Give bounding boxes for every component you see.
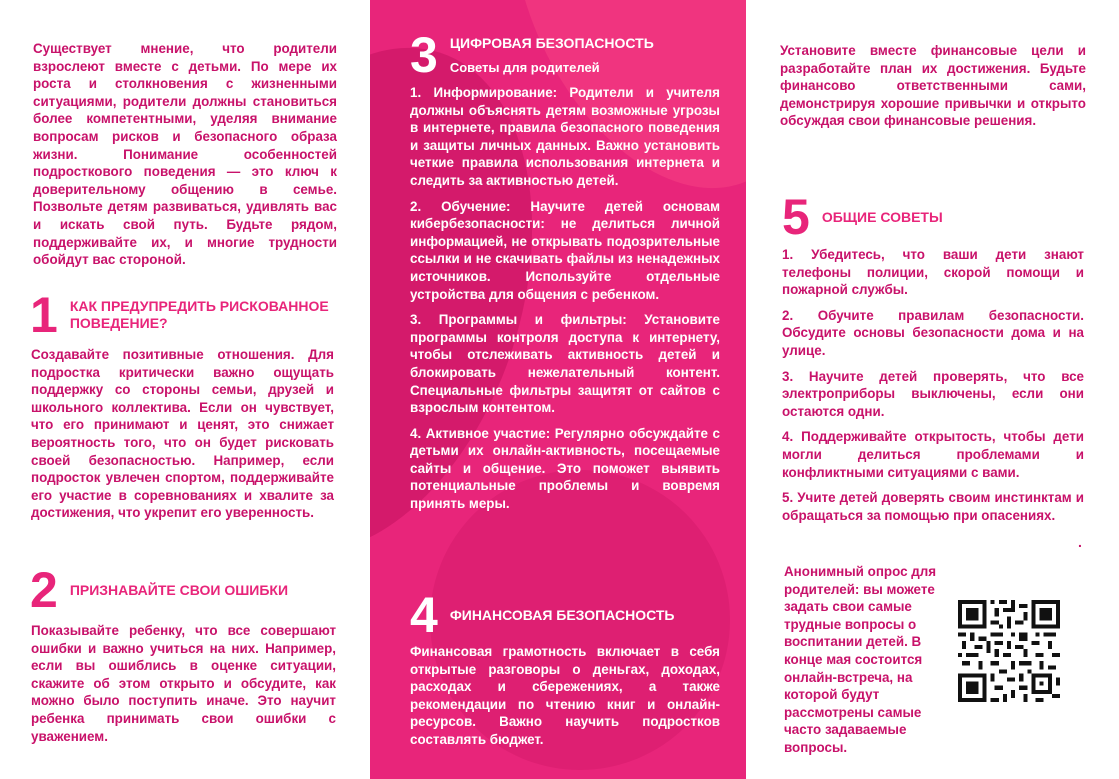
section-5-number: 5 bbox=[782, 189, 810, 245]
list-item: 3. Научите детей проверять, что все электроприборы выключены, если они остаются одни. bbox=[782, 368, 1084, 419]
section-3-title: ЦИФРОВАЯ БЕЗОПАСНОСТЬ bbox=[449, 35, 654, 51]
section-1-body: Создавайте позитивные отношения. Для подростка критически важно ощущать поддержку со стороны семьи, друзей и школьного коллектива. Если он чувствует, что его принимают и ценят, это снижает вероятность того, что он будет рисковать своей безопасностью. Например, если подросток увлечен спортом, поддерживайте его участие в соревнованиях и хвалите за достижения, что укрепит его уверенность. bbox=[31, 347, 334, 521]
section-3-subtitle: Советы для родителей bbox=[449, 60, 600, 75]
list-item: 1. Убедитесь, что ваши дети знают телефоны полиции, скорой помощи и пожарной службы. bbox=[782, 247, 1084, 298]
list-item: 3. Программы и фильтры: Установите программы контроля доступа к интернету, чтобы отслеживать активность детей и блокировать нежелательный контент. Специальные фильтры защитят от сайтов с взрослым контентом. bbox=[410, 312, 720, 416]
section-1-number: 1 bbox=[30, 287, 58, 343]
section-5-body bbox=[782, 246, 1084, 532]
list-item: 1. Информирование: Родители и учителя должны объяснять детям возможные угрозы в интернете, правила безопасного поведения и защиты личных данных. Важно установить четкие правила использования интернета и следить за активностью детей. bbox=[410, 85, 720, 188]
left-panel bbox=[0, 0, 370, 779]
section-3-body bbox=[410, 84, 720, 521]
section-4-heading bbox=[410, 587, 675, 643]
section-2-heading bbox=[30, 562, 289, 618]
section-2-body: Показывайте ребенку, что все совершают ошибки и важно учиться на них. Например, если вы ошиблись в оценке ситуации, скажите об этом открыто и обсудите, как можно было поступить иначе. Это научит ребенка принимать свои ошибки с уважением. bbox=[31, 623, 336, 744]
list-item: 2. Обучение: Научите детей основам кибербезопасности: не делиться личной информацией, не открывать подозрительные ссылки и не скачивать файлы из ненадежных источников. Используйте отдельные устройства для общения с ребенком. bbox=[410, 198, 720, 302]
section-2-title: ПРИЗНАВАЙТЕ СВОИ ОШИБКИ bbox=[69, 581, 289, 598]
section-4-title: ФИНАНСОВАЯ БЕЗОПАСНОСТЬ bbox=[449, 606, 675, 623]
section-5-heading bbox=[782, 189, 943, 245]
section-2-number: 2 bbox=[30, 562, 58, 618]
right-panel bbox=[746, 0, 1119, 779]
list-item: 4. Поддерживайте открытость, чтобы дети могли делиться проблемами и конфликтными ситуациями с вами. bbox=[782, 429, 1084, 480]
section-1-title: КАК ПРЕДУПРЕДИТЬ РИСКОВАННОЕ ПОВЕДЕНИЕ? bbox=[69, 298, 329, 331]
section-1-heading bbox=[30, 287, 340, 343]
middle-panel bbox=[370, 0, 746, 779]
section-4-number: 4 bbox=[410, 587, 438, 643]
intro-paragraph: Существует мнение, что родители взрослеют вместе с детьми. По мере их роста и столкновения с жизненными ситуациями, родители должны становиться более компетентными, уделяя внимание вопросам рисков и безопасного образа жизни. Понимание особенностей подросткового поведения — это ключ к доверительному общению в семье. Позвольте детям развиваться, удивлять вас и искать свой путь. Будьте рядом, поддерживайте их, и многие трудности обойдут вас стороной. bbox=[33, 41, 337, 268]
finance-continued-paragraph: Установите вместе финансовые цели и разработайте план их достижения. Будьте финансово ответственными сами, демонстрируя хорошие привычки и открыто обсуждая свои финансовые решения. bbox=[780, 43, 1086, 129]
dot-mark: . bbox=[1078, 534, 1082, 550]
list-item: 2. Обучите правилам безопасности. Обсудите основы безопасности дома и на улице. bbox=[782, 307, 1084, 358]
section-4-body: Финансовая грамотность включает в себя открытые разговоры о деньгах, доходах, расходах и сбережениях, а также рекомендации по чтению книг и онлайн-ресурсов. Важно научить подростков составлять бюджет. bbox=[410, 644, 720, 747]
section-3-number: 3 bbox=[410, 27, 438, 83]
section-3-heading bbox=[410, 27, 654, 83]
list-item: 4. Активное участие: Регулярно обсуждайте с детьми их онлайн-активность, посещаемые сайты и общение. Это поможет выявить потенциальные проблемы и вовремя принять меры. bbox=[410, 425, 720, 512]
section-5-title: ОБЩИЕ СОВЕТЫ bbox=[821, 208, 943, 225]
survey-text: Анонимный опрос для родителей: вы можете задать свои самые трудные вопросы о воспитании детей. В конце мая состоится онлайн-встреча, на которой будут рассмотрены самые часто задаваемые вопросы. bbox=[784, 564, 937, 755]
list-item: 5. Учите детей доверять своим инстинктам и обращаться за помощью при опасениях. bbox=[782, 490, 1084, 523]
qr-code-icon[interactable] bbox=[958, 600, 1060, 702]
